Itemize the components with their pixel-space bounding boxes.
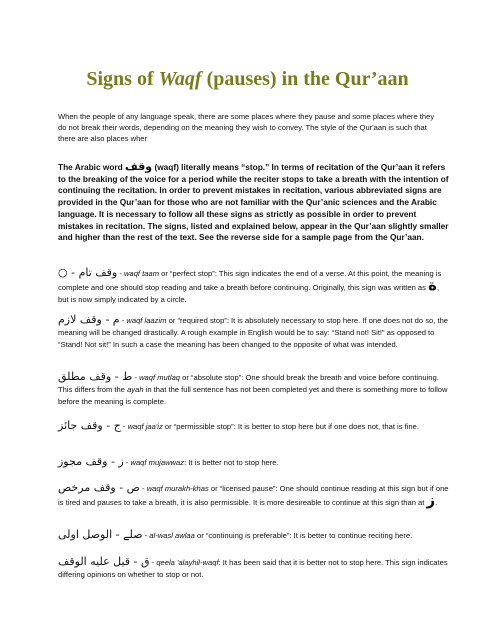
definition-arabic: وقف bbox=[125, 160, 153, 173]
sign-name: waqf mutlaq bbox=[139, 373, 181, 382]
sign-symbol: ○ - وقف تام bbox=[58, 266, 118, 279]
sign-name: waqf mujawwaz bbox=[130, 458, 185, 467]
sign-symbol: ج - وقف جائز bbox=[58, 419, 121, 432]
sign-symbol: م - وقف لازم bbox=[58, 313, 120, 326]
sign-text: : It has been said that it is better not to stop here. This sign indicates differing opinions on whether to stop or not. bbox=[58, 558, 448, 579]
sign-text: or “required stop”: It is absolutely necessary to stop here. If one does not do so, the meaning will be changed drastically. A rough example in English would be to say: “Stand not! Sit!” as opposed to “Stand! Not sit!” In such a case the meaning has been changed to the opposite of what was intended. bbox=[58, 316, 449, 349]
sign-text: or “continuing is preferable”: It is better to continue reciting here. bbox=[194, 531, 413, 540]
sign-entry-waqf-laazim: م - وقف لازم - waqf laazim or “required stop”: It is absolutely necessary to stop here. If one does not do so, the meaning will be changed drastically. A rough example in English would be to say: “Stand not! Sit!” as opposed to “Stand! Not sit!” In such a case the meaning has been changed to the opposite of what was intended. bbox=[58, 313, 449, 349]
sign-entry-waqf-murakh-khas: ص - وقف مرخص - waqf murakh-khas or “licensed pause”: One should continue reading at this sign but if one is tired and pauses to take a breath, it is also permissible. It is more desireable to continue at this sign than at ز. bbox=[58, 481, 449, 509]
title-italic: Waqf bbox=[158, 68, 202, 90]
sign-name: waqf laazim bbox=[126, 316, 167, 325]
definition-post: (waqf) literally means “stop.” In terms of recitation of the Qur’aan it refers to the breaking of the voice for a period while the reciter stops to take a breath with the intention of continuing the recitation. In order to prevent mistakes in recitation, various abbreviated signs are provided in the Qur’aan for those who are not familiar with the Qur’anic sciences and the Arabic language. It is necessary to follow all these signs as strictly as possible in order to prevent mistakes in recitation. The signs, listed and explained below, appear in the Qur’aan slightly smaller and higher than the rest of the text. See the reverse side for a sample page from the Qur’aan. bbox=[58, 162, 449, 243]
page-title bbox=[0, 68, 495, 91]
sign-text: : It is better not to stop here. bbox=[184, 458, 279, 467]
definition-pre: The Arabic word bbox=[58, 162, 125, 172]
sign-tail: , but is now simply indicated by a circle. bbox=[58, 282, 440, 304]
sign-name: waqf jaa'iz bbox=[127, 422, 163, 431]
sign-entry-waqf-jaaiz: ج - وقف جائز - waqf jaa'iz or “permissible stop”: It is better to stop here but if one does not, that is fine. bbox=[58, 419, 419, 432]
sign-symbol: ز - وقف مجوز bbox=[58, 455, 124, 468]
sign-entry-waqf-mujawwaz: ز - وقف مجوز - waqf mujawwaz: It is better not to stop here. bbox=[58, 455, 279, 468]
sign-name: waqf taam bbox=[124, 269, 160, 278]
sign-tail: in that the full sentence has not been completed yet and there is something more to follow before the meaning is complete. bbox=[58, 384, 448, 406]
definition-paragraph bbox=[58, 161, 450, 244]
sign-text: or “absolute stop”: One should break the breath and voice before continuing. This differs from the bbox=[58, 373, 439, 394]
sign-name: al-wasl awlaa bbox=[149, 531, 195, 540]
sign-text: or “perfect stop”: This sign indicates the end of a verse. At this point, the meaning is complete and one should stop reading and take a breath before continuing. Originally, this sign was written as bbox=[58, 269, 442, 292]
sign-extra-symbol: ة bbox=[428, 275, 437, 294]
sign-entry-waqf-mutlaq: ط - وقف مطلق - waqf mutlaq or “absolute stop”: One should break the breath and voice before continuing. This differs from the ayah in that the full sentence has not been completed yet and there is something more to follow before the meaning is complete. bbox=[58, 370, 448, 406]
sign-extra-symbol: ز bbox=[426, 490, 436, 509]
sign-name: waqf murakh-khas bbox=[146, 484, 209, 493]
title-post: (pauses) in the Qur’aan bbox=[201, 68, 409, 90]
sign-entry-qeela-alayhil-waqf: ق - قيل عليه الوقف - qeela 'alayhil-waqf: It has been said that it is better not to stop here. This sign indicates differing opinions on whether to stop or not. bbox=[58, 555, 448, 579]
sign-symbol: صلے - الوصل اولى bbox=[58, 528, 143, 541]
sign-entry-al-wasl-awlaa: صلے - الوصل اولى - al-wasl awlaa or “continuing is preferable”: It is better to continue reciting here. bbox=[58, 528, 413, 541]
sign-symbol: ط - وقف مطلق bbox=[58, 370, 133, 383]
sign-symbol: ص - وقف مرخص bbox=[58, 481, 140, 494]
sign-name: qeela 'alayhil-waqf bbox=[156, 558, 219, 567]
sign-text: or “permissible stop”: It is better to stop here but if one does not, that is fine. bbox=[162, 422, 419, 431]
sign-text: or “licensed pause”: One should continue reading at this sign but if one is tired and pauses to take a breath, it is also permissible. It is more desireable to continue at this sign than at bbox=[58, 484, 449, 507]
title-pre: Signs of bbox=[86, 68, 159, 90]
sign-symbol: ق - قيل عليه الوقف bbox=[58, 555, 150, 568]
sign-mid: ayah bbox=[127, 384, 144, 394]
sign-entry-waqf-taam: ○ - وقف تام - waqf taam or “perfect stop”: This sign indicates the end of a verse. At this point, the meaning is complete and one should stop reading and take a breath before continuing. Originally, this sign was written as ة, but is now simply indicated by a circle. bbox=[58, 266, 442, 304]
intro-paragraph: When the people of any language speak, there are some places where they pause and some places where they do not break their words, depending on the meaning they wish to convey. The style of the Qur'aan is such that there are also places wher bbox=[58, 112, 435, 143]
sign-tail: . bbox=[435, 497, 438, 507]
